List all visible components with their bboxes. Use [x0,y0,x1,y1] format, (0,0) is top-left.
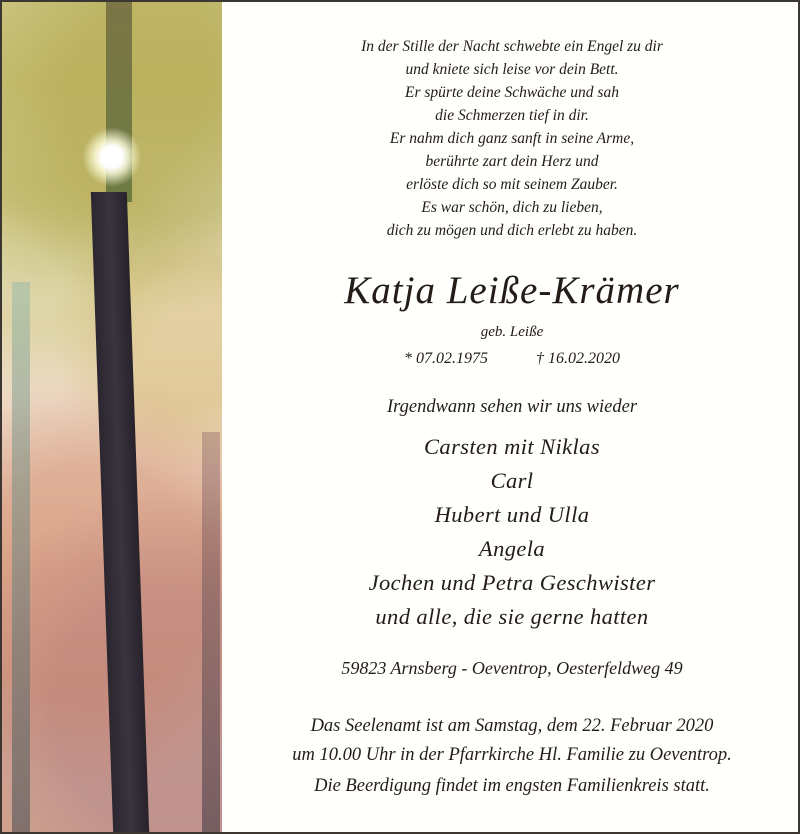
forest-image [2,2,222,832]
poem-line: Er spürte deine Schwäche und sah [405,84,619,101]
sunlight-glow [82,127,142,187]
service-line: um 10.00 Uhr in der Pfarrkirche Hl. Familie zu Oeventrop. [292,745,732,765]
notice-text [224,2,800,832]
poem-line: Es war schön, dich zu lieben, [421,199,603,216]
address: 59823 Arnsberg - Oeventrop, Oesterfeldweg 49 [341,658,683,678]
death-date: † 16.02.2020 [536,350,620,367]
poem-line: In der Stille der Nacht schwebte ein Engel zu dir [361,38,663,55]
life-dates [224,350,800,368]
birth-date: * 07.02.1975 [404,350,488,367]
mourner: Hubert und Ulla [434,502,590,527]
poem-line: Er nahm dich ganz sanft in seine Arme, [389,130,635,147]
mourner: Carl [490,468,534,493]
service-line: Die Beerdigung findet im engsten Familienkreis statt. [314,776,710,796]
service-line: Das Seelenamt ist am Samstag, dem 22. Februar 2020 [310,716,714,736]
motto: Irgendwann sehen wir uns wieder [386,397,638,417]
mourner: Angela [478,536,546,561]
mourner: und alle, die sie gerne hatten [375,604,649,629]
poem-line: berührte zart dein Herz und [425,153,599,170]
poem-line: die Schmerzen tief in dir. [435,107,589,124]
deceased-name: Katja Leiße-Krämer [344,269,680,312]
mourner: Carsten mit Niklas [424,434,600,459]
poem-line: dich zu mögen und dich erlebt zu haben. [386,222,638,239]
poem-line: und kniete sich leise vor dein Bett. [405,61,619,78]
poem-line: erlöste dich so mit seinem Zauber. [406,176,618,193]
mourner: Jochen und Petra Geschwister [368,570,656,595]
tree-trunk-left [12,282,30,832]
tree-trunk-right [202,432,220,832]
maiden-name: geb. Leiße [480,324,544,340]
